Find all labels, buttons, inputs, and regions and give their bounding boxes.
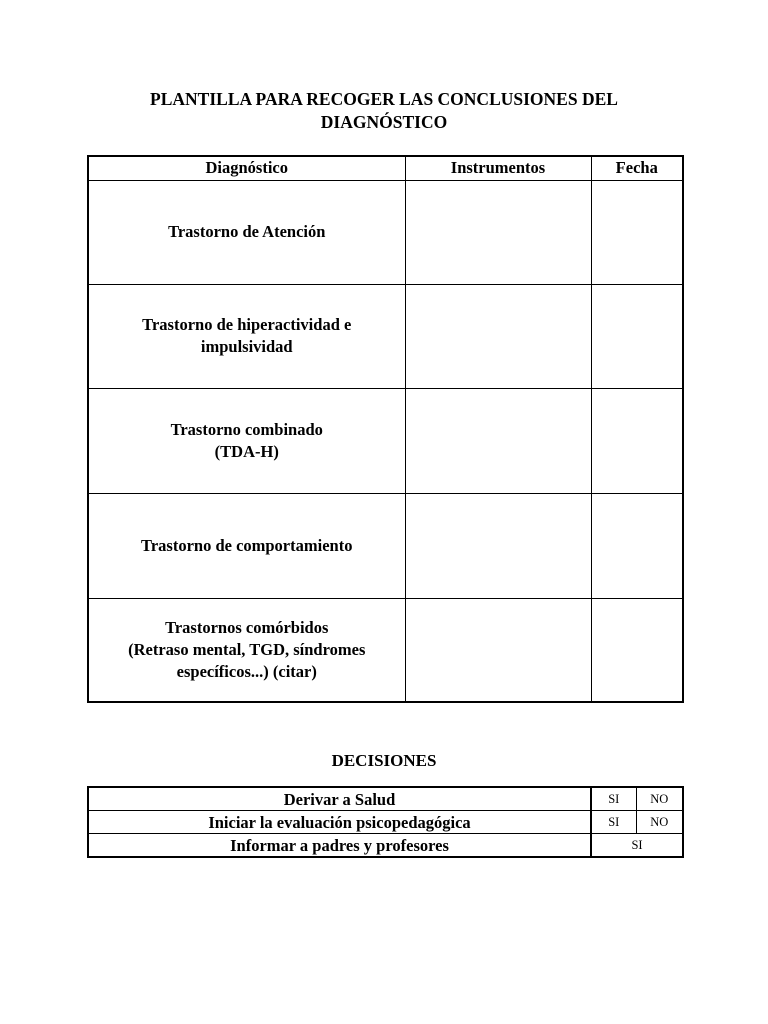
decision-row-iniciar-evaluacion xyxy=(88,811,683,834)
diagnosis-text: impulsividad xyxy=(200,337,293,356)
diagnosis-cell xyxy=(88,180,405,284)
diagnosis-text: Trastorno de hiperactividad e xyxy=(142,315,352,334)
page-title-line-1: PLANTILLA PARA RECOGER LAS CONCLUSIONES DEL xyxy=(150,89,618,109)
diagnosis-text: Trastorno de Atención xyxy=(168,222,326,241)
diagnosis-row-combinado xyxy=(88,388,683,493)
decision-row-informar-padres xyxy=(88,834,683,858)
diagnosis-table xyxy=(87,155,684,703)
fecha-cell[interactable] xyxy=(591,284,683,388)
fecha-cell[interactable] xyxy=(591,493,683,598)
option-si[interactable]: SI xyxy=(591,811,636,834)
diagnosis-row-hiperactividad xyxy=(88,284,683,388)
instrumentos-cell[interactable] xyxy=(405,180,591,284)
decision-row-derivar-salud xyxy=(88,787,683,811)
decision-label: Derivar a Salud xyxy=(88,787,591,811)
header-diagnostico: Diagnóstico xyxy=(88,156,405,180)
header-fecha: Fecha xyxy=(591,156,683,180)
decision-label: Informar a padres y profesores xyxy=(88,834,591,858)
decisions-table xyxy=(87,786,684,858)
page-title xyxy=(88,88,680,134)
diagnosis-row-atencion xyxy=(88,180,683,284)
diagnosis-text: Trastorno de comportamiento xyxy=(141,535,353,555)
fecha-cell[interactable] xyxy=(591,180,683,284)
option-si[interactable]: SI xyxy=(591,834,683,858)
diagnosis-header-row xyxy=(88,156,683,180)
instrumentos-cell[interactable] xyxy=(405,598,591,702)
diagnosis-cell xyxy=(88,493,405,598)
diagnosis-text: específicos...) (citar) xyxy=(176,661,317,681)
diagnosis-cell xyxy=(88,388,405,493)
instrumentos-cell[interactable] xyxy=(405,284,591,388)
header-instrumentos: Instrumentos xyxy=(405,156,591,180)
option-no[interactable]: NO xyxy=(636,811,683,834)
diagnosis-cell xyxy=(88,284,405,388)
diagnosis-text: (TDA-H) xyxy=(214,441,279,461)
diagnosis-text: Trastornos comórbidos xyxy=(165,617,329,637)
decisions-title: DECISIONES xyxy=(331,751,437,770)
fecha-cell[interactable] xyxy=(591,598,683,702)
diagnosis-row-comorbidos xyxy=(88,598,683,702)
diagnosis-text: Trastorno combinado xyxy=(170,419,323,439)
page-title-line-2: DIAGNÓSTICO xyxy=(320,112,448,132)
decision-label: Iniciar la evaluación psicopedagógica xyxy=(88,811,591,834)
instrumentos-cell[interactable] xyxy=(405,388,591,493)
diagnosis-text: (Retraso mental, TGD, síndromes xyxy=(128,639,366,659)
instrumentos-cell[interactable] xyxy=(405,493,591,598)
option-no[interactable]: NO xyxy=(636,787,683,811)
fecha-cell[interactable] xyxy=(591,388,683,493)
diagnosis-row-comportamiento xyxy=(88,493,683,598)
option-si[interactable]: SI xyxy=(591,787,636,811)
diagnosis-cell xyxy=(88,598,405,702)
